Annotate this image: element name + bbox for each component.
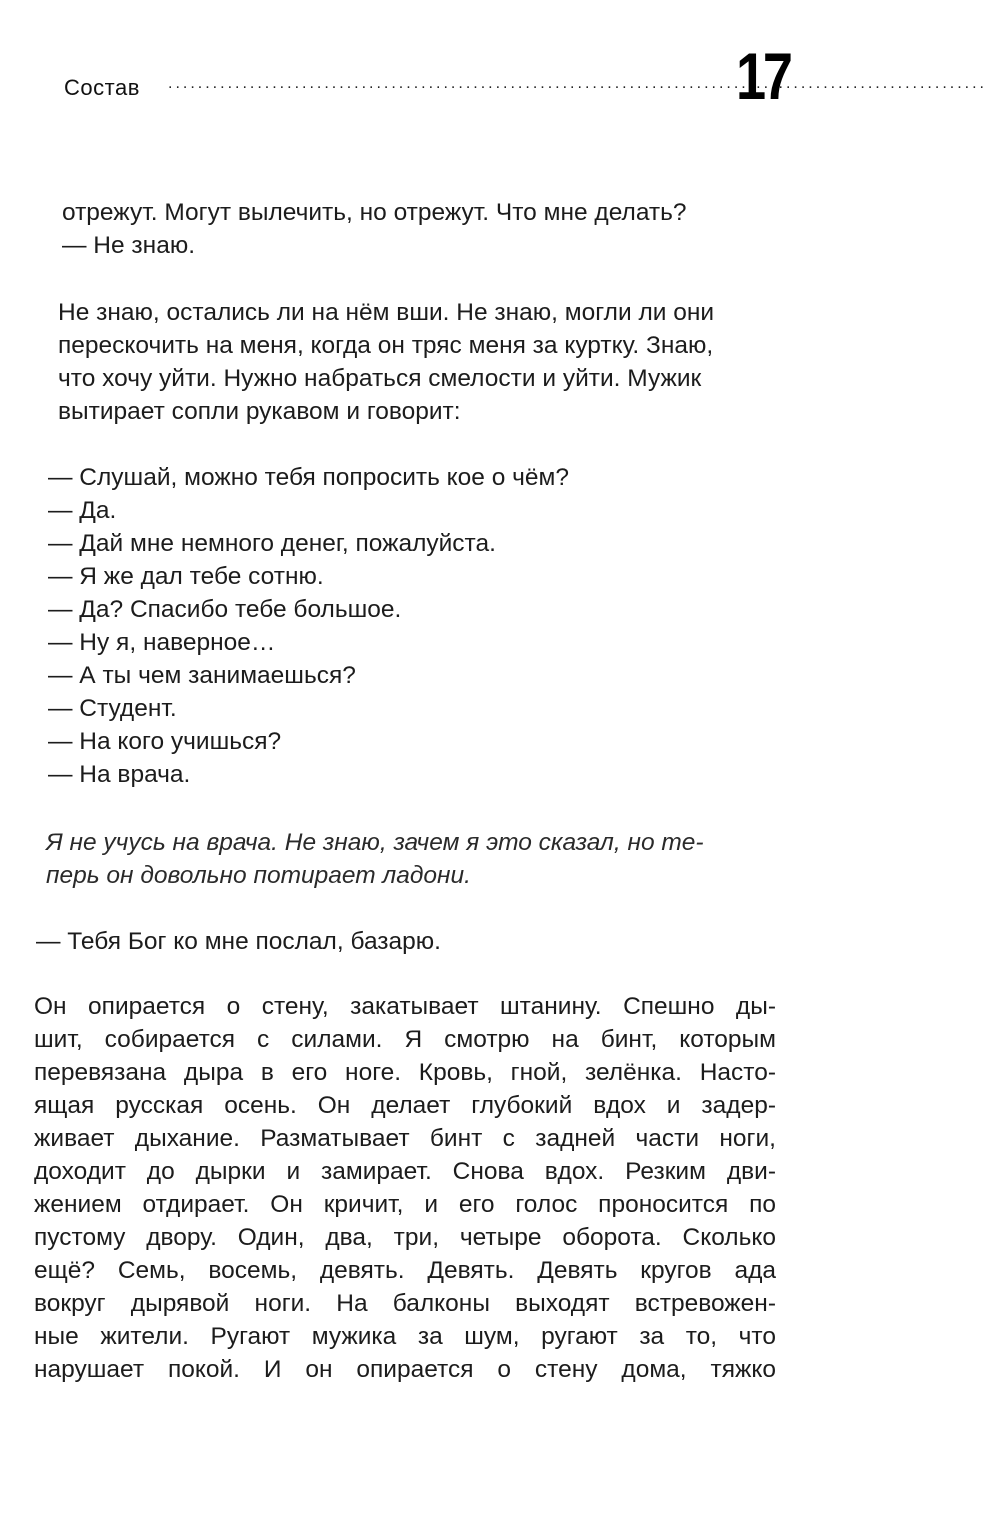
dialogue-line: — Да? Спасибо тебе большое.: [48, 596, 402, 623]
dialogue-line: — Студент.: [48, 695, 177, 722]
dialogue-line: — На кого учишься?: [48, 728, 282, 755]
dialogue-line: — Не знаю.: [62, 232, 196, 259]
text-line: вокруг дырявой ноги. На балконы выходят встревожен-: [34, 1290, 776, 1317]
text-line: Я не учусь на врача. Не знаю, зачем я это сказал, но те-: [46, 829, 704, 856]
dialogue-line: — Слушай, можно тебя попросить кое о чём?: [48, 464, 570, 491]
dot-leader: ..............................................................................................................: [168, 75, 987, 92]
dialogue-line: — Я же дал тебе сотню.: [48, 563, 324, 590]
dialogue-line: — На врача.: [48, 761, 191, 788]
dialogue-line: — Дай мне немного денег, пожалуйста.: [48, 530, 496, 557]
text-line: ящая русская осень. Он делает глубокий вдох и задер-: [34, 1092, 776, 1119]
dialogue-line: — Тебя Бог ко мне послал, базарю.: [36, 928, 441, 955]
text-line: ные жители. Ругают мужика за шум, ругают за то, что: [34, 1323, 776, 1350]
page-number: 17: [736, 39, 790, 113]
text-line: доходит до дырки и замирает. Снова вдох. Резким дви-: [34, 1158, 776, 1185]
text-line: шит, собирается с силами. Я смотрю на бинт, которым: [34, 1026, 776, 1053]
text-line: пустому двору. Один, два, три, четыре оборота. Сколько: [34, 1224, 776, 1251]
paragraph: [58, 296, 803, 428]
text-line: нарушает покой. И он опирается о стену дома, тяжко: [34, 1356, 776, 1383]
text-line: Он опирается о стену, закатывает штанину. Спешно ды-: [34, 993, 776, 1020]
paragraph-justified: [34, 990, 776, 1386]
text-line: перь он довольно потирает ладони.: [46, 862, 471, 889]
chapter-title: Состав: [64, 75, 140, 100]
italic-paragraph: [46, 826, 796, 892]
text-line: ещё? Семь, восемь, девять. Девять. Девять кругов ада: [34, 1257, 776, 1284]
dialogue-quote: [36, 925, 736, 958]
dialogue-line: — Да.: [48, 497, 117, 524]
dialogue-line: — А ты чем занимаешься?: [48, 662, 356, 689]
dialogue-block: [48, 461, 748, 791]
text-line: Не знаю, остались ли на нём вши. Не знаю, могли ли они: [58, 299, 715, 326]
text-line: перескочить на меня, когда он тряс меня за куртку. Знаю,: [58, 332, 714, 359]
text-line: жением отдирает. Он кричит, и его голос проносится по: [34, 1191, 776, 1218]
text-line: живает дыхание. Разматывает бинт с задней части ноги,: [34, 1125, 776, 1152]
text-line: отрежут. Могут вылечить, но отрежут. Что мне делать?: [62, 199, 687, 226]
text-line: перевязана дыра в его ноге. Кровь, гной, зелёнка. Насто-: [34, 1059, 776, 1086]
text-line: что хочу уйти. Нужно набраться смелости и уйти. Мужик: [58, 365, 702, 392]
running-header: [64, 39, 987, 113]
dialogue-line: — Ну я, наверное…: [48, 629, 276, 656]
text-line: вытирает сопли рукавом и говорит:: [58, 398, 461, 425]
paragraph-continuation: [62, 196, 802, 262]
